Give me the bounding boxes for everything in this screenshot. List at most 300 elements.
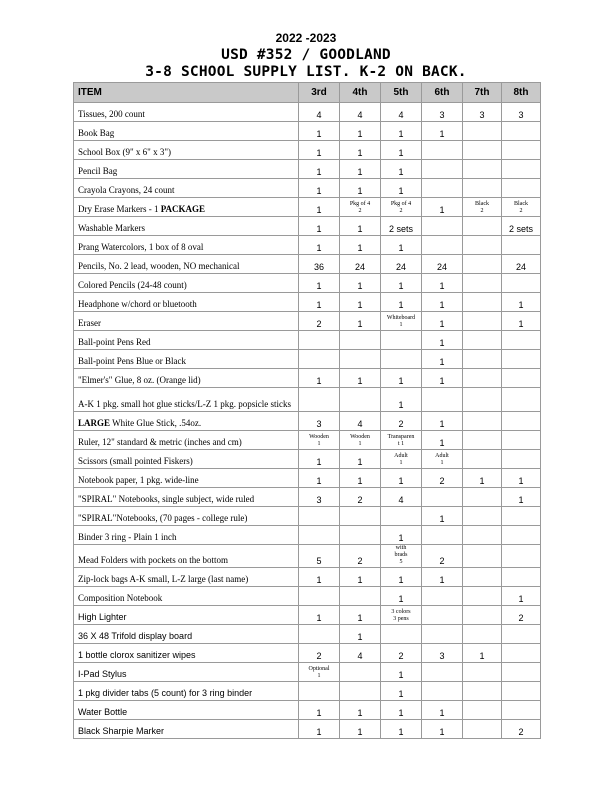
cell-3rd: 1	[299, 469, 340, 488]
table-row	[74, 160, 541, 179]
supply-table-body	[74, 103, 541, 739]
cell-7th	[463, 587, 502, 606]
cell-8th: 2	[502, 720, 541, 739]
cell-8th	[502, 644, 541, 663]
table-row	[74, 255, 541, 274]
cell-4th: 1	[340, 312, 381, 331]
cell-5th: 1	[381, 701, 422, 720]
cell-3rd: 1	[299, 450, 340, 469]
cell-7th	[463, 701, 502, 720]
cell-4th	[340, 587, 381, 606]
cell-note: Wooden	[350, 434, 370, 440]
cell-4th: 1	[340, 160, 381, 179]
cell-7th	[463, 141, 502, 160]
cell-8th	[502, 682, 541, 701]
item-name: A-K 1 pkg. small hot glue sticks/L-Z 1 pkg. popsicle sticks	[74, 388, 299, 412]
table-row	[74, 701, 541, 720]
cell-4th: 1	[340, 701, 381, 720]
cell-6th	[422, 526, 463, 545]
item-name	[74, 412, 299, 431]
item-name: Ball-point Pens Red	[74, 331, 299, 350]
cell-3rd	[299, 526, 340, 545]
cell-8th: 1	[502, 312, 541, 331]
cell-3rd: 1	[299, 274, 340, 293]
cell-5th	[381, 198, 422, 217]
item-name: Water Bottle	[74, 701, 299, 720]
item-name: 1 bottle clorox sanitizer wipes	[74, 644, 299, 663]
cell-3rd: 1	[299, 606, 340, 625]
cell-4th: 1	[340, 720, 381, 739]
cell-8th	[502, 431, 541, 450]
cell-3rd: 1	[299, 701, 340, 720]
item-name: Ruler, 12" standard & metric (inches and cm)	[74, 431, 299, 450]
cell-6th	[422, 141, 463, 160]
cell-4th	[340, 507, 381, 526]
column-header-8th: 8th	[502, 83, 541, 103]
cell-6th: 1	[422, 312, 463, 331]
cell-5th: 1	[381, 179, 422, 198]
cell-6th: 1	[422, 122, 463, 141]
cell-4th: 1	[340, 625, 381, 644]
cell-8th	[502, 198, 541, 217]
cell-7th	[463, 369, 502, 388]
cell-8th	[502, 507, 541, 526]
table-row	[74, 587, 541, 606]
item-name: Headphone w/chord or bluetooth	[74, 293, 299, 312]
cell-3rd: 1	[299, 369, 340, 388]
cell-7th	[463, 160, 502, 179]
cell-4th: 1	[340, 179, 381, 198]
cell-6th	[422, 488, 463, 507]
table-row	[74, 507, 541, 526]
cell-5th: 1	[381, 568, 422, 587]
cell-4th: 2	[340, 488, 381, 507]
cell-6th	[422, 663, 463, 682]
table-row	[74, 179, 541, 198]
cell-5th: 2 sets	[381, 217, 422, 236]
cell-6th	[422, 587, 463, 606]
item-name	[74, 198, 299, 217]
cell-4th	[340, 682, 381, 701]
cell-5th	[381, 350, 422, 369]
table-row	[74, 568, 541, 587]
cell-5th: 4	[381, 103, 422, 122]
cell-3rd: 1	[299, 160, 340, 179]
item-name: 1 pkg divider tabs (5 count) for 3 ring binder	[74, 682, 299, 701]
cell-note: Transparen	[387, 434, 415, 440]
item-name: Tissues, 200 count	[74, 103, 299, 122]
item-name: "Elmer's" Glue, 8 oz. (Orange lid)	[74, 369, 299, 388]
cell-8th	[502, 141, 541, 160]
column-header-3rd: 3rd	[299, 83, 340, 103]
cell-6th	[422, 625, 463, 644]
cell-8th	[502, 701, 541, 720]
item-name: Binder 3 ring - Plain 1 inch	[74, 526, 299, 545]
cell-3rd	[299, 507, 340, 526]
cell-note: Whiteboard	[386, 315, 416, 321]
item-name: Book Bag	[74, 122, 299, 141]
cell-5th	[381, 507, 422, 526]
cell-4th: 1	[340, 217, 381, 236]
cell-6th: 3	[422, 103, 463, 122]
cell-4th	[340, 526, 381, 545]
cell-8th: 3	[502, 103, 541, 122]
cell-6th: 1	[422, 274, 463, 293]
cell-5th: 1	[381, 682, 422, 701]
cell-3rd: 1	[299, 217, 340, 236]
cell-8th	[502, 122, 541, 141]
cell-5th: 1	[381, 369, 422, 388]
cell-6th	[422, 388, 463, 412]
cell-8th	[502, 179, 541, 198]
cell-5th	[381, 431, 422, 450]
table-row	[74, 141, 541, 160]
column-header-item: ITEM	[74, 83, 299, 103]
cell-8th	[502, 663, 541, 682]
table-row	[74, 236, 541, 255]
cell-6th: 1	[422, 369, 463, 388]
cell-7th	[463, 198, 502, 217]
cell-6th: 1	[422, 293, 463, 312]
cell-note: Black	[514, 201, 528, 207]
cell-note: 1	[317, 673, 321, 679]
cell-6th	[422, 160, 463, 179]
cell-7th	[463, 236, 502, 255]
cell-3rd: 2	[299, 312, 340, 331]
cell-note: 3 colors	[391, 609, 411, 615]
cell-8th	[502, 625, 541, 644]
cell-5th	[381, 545, 422, 568]
cell-4th: 1	[340, 141, 381, 160]
cell-5th: 1	[381, 274, 422, 293]
cell-5th: 1	[381, 663, 422, 682]
school-year: 2022 -2023	[275, 31, 337, 45]
cell-6th: 1	[422, 198, 463, 217]
item-name: Pencils, No. 2 lead, wooden, NO mechanical	[74, 255, 299, 274]
cell-5th	[381, 331, 422, 350]
item-name-emphasis: PACKAGE	[160, 204, 206, 214]
item-name-part: White Glue Stick, .54oz.	[110, 418, 202, 428]
cell-3rd: 1	[299, 293, 340, 312]
cell-4th: 1	[340, 369, 381, 388]
cell-5th: 1	[381, 236, 422, 255]
cell-7th: 1	[463, 644, 502, 663]
cell-8th	[502, 236, 541, 255]
cell-6th: 1	[422, 701, 463, 720]
cell-8th: 24	[502, 255, 541, 274]
table-row	[74, 663, 541, 682]
item-name-part: Dry Erase Markers - 1	[78, 204, 161, 214]
item-name: High Lighter	[74, 606, 299, 625]
cell-6th: 1	[422, 412, 463, 431]
cell-4th: 1	[340, 293, 381, 312]
cell-note: 2	[480, 208, 484, 214]
cell-6th: 1	[422, 431, 463, 450]
cell-7th	[463, 545, 502, 568]
cell-5th: 1	[381, 469, 422, 488]
cell-note: Pkg of 4	[349, 201, 371, 207]
cell-note: 2	[399, 208, 403, 214]
cell-note: 1	[317, 441, 321, 447]
table-row	[74, 122, 541, 141]
cell-6th	[422, 450, 463, 469]
item-name: Notebook paper, 1 pkg. wide-line	[74, 469, 299, 488]
table-row	[74, 488, 541, 507]
table-row	[74, 312, 541, 331]
cell-6th	[422, 179, 463, 198]
cell-note: 1	[399, 322, 403, 328]
cell-3rd: 1	[299, 236, 340, 255]
cell-6th: 1	[422, 720, 463, 739]
table-row	[74, 644, 541, 663]
cell-4th: 1	[340, 606, 381, 625]
cell-7th	[463, 122, 502, 141]
table-row	[74, 331, 541, 350]
cell-4th: 4	[340, 103, 381, 122]
cell-6th: 3	[422, 644, 463, 663]
cell-4th	[340, 388, 381, 412]
cell-8th	[502, 568, 541, 587]
cell-7th	[463, 431, 502, 450]
cell-note: 2	[358, 208, 362, 214]
cell-8th	[502, 160, 541, 179]
item-name: Zip-lock bags A-K small, L-Z large (last name)	[74, 568, 299, 587]
cell-7th	[463, 255, 502, 274]
cell-5th: 1	[381, 141, 422, 160]
item-name: 36 X 48 Trifold display board	[74, 625, 299, 644]
table-row	[74, 198, 541, 217]
table-row	[74, 625, 541, 644]
cell-5th	[381, 450, 422, 469]
item-name: Eraser	[74, 312, 299, 331]
cell-4th: 4	[340, 644, 381, 663]
cell-note: 5	[399, 559, 403, 565]
cell-8th: 2 sets	[502, 217, 541, 236]
cell-note: Pkg of 4	[390, 201, 412, 207]
cell-3rd: 1	[299, 141, 340, 160]
cell-5th: 24	[381, 255, 422, 274]
cell-4th	[340, 350, 381, 369]
cell-7th: 3	[463, 103, 502, 122]
item-name: Washable Markers	[74, 217, 299, 236]
column-header-4th: 4th	[340, 83, 381, 103]
item-name: Composition Notebook	[74, 587, 299, 606]
cell-8th	[502, 369, 541, 388]
column-header-7th: 7th	[463, 83, 502, 103]
cell-4th	[340, 431, 381, 450]
item-name: Mead Folders with pockets on the bottom	[74, 545, 299, 568]
cell-6th: 2	[422, 469, 463, 488]
table-row	[74, 431, 541, 450]
cell-4th: 1	[340, 236, 381, 255]
cell-4th: 1	[340, 469, 381, 488]
cell-5th: 2	[381, 412, 422, 431]
cell-3rd	[299, 431, 340, 450]
item-name: Prang Watercolors, 1 box of 8 oval	[74, 236, 299, 255]
cell-8th	[502, 331, 541, 350]
cell-6th: 1	[422, 507, 463, 526]
table-row	[74, 682, 541, 701]
cell-3rd	[299, 350, 340, 369]
cell-6th: 1	[422, 350, 463, 369]
cell-4th: 1	[340, 568, 381, 587]
cell-7th	[463, 312, 502, 331]
table-row	[74, 388, 541, 412]
cell-6th	[422, 236, 463, 255]
column-header-5th: 5th	[381, 83, 422, 103]
cell-8th	[502, 412, 541, 431]
cell-8th: 1	[502, 469, 541, 488]
cell-8th	[502, 388, 541, 412]
cell-7th	[463, 507, 502, 526]
cell-5th: 1	[381, 122, 422, 141]
cell-8th: 1	[502, 293, 541, 312]
cell-7th	[463, 682, 502, 701]
cell-7th	[463, 450, 502, 469]
item-name: Scissors (small pointed Fiskers)	[74, 450, 299, 469]
cell-note: with	[395, 545, 407, 551]
cell-8th	[502, 526, 541, 545]
cell-4th: 2	[340, 545, 381, 568]
list-title: 3-8 SCHOOL SUPPLY LIST. K-2 ON BACK.	[145, 64, 467, 80]
cell-3rd	[299, 625, 340, 644]
cell-note: Black	[475, 201, 489, 207]
cell-6th	[422, 606, 463, 625]
cell-6th: 24	[422, 255, 463, 274]
table-row	[74, 217, 541, 236]
item-name-emphasis: LARGE	[78, 418, 111, 428]
cell-3rd: 1	[299, 198, 340, 217]
cell-5th: 1	[381, 720, 422, 739]
table-row	[74, 606, 541, 625]
cell-note: t 1	[397, 441, 405, 447]
cell-3rd: 1	[299, 179, 340, 198]
cell-5th: 1	[381, 160, 422, 179]
cell-8th: 2	[502, 606, 541, 625]
item-name: Crayola Crayons, 24 count	[74, 179, 299, 198]
cell-8th	[502, 545, 541, 568]
cell-6th	[422, 217, 463, 236]
cell-8th: 1	[502, 488, 541, 507]
cell-4th: 1	[340, 274, 381, 293]
cell-6th: 1	[422, 568, 463, 587]
item-name: Colored Pencils (24-48 count)	[74, 274, 299, 293]
cell-7th	[463, 606, 502, 625]
cell-5th	[381, 606, 422, 625]
cell-note: Adult	[394, 453, 408, 459]
cell-7th	[463, 720, 502, 739]
cell-8th	[502, 450, 541, 469]
cell-3rd: 3	[299, 412, 340, 431]
cell-7th	[463, 293, 502, 312]
cell-7th	[463, 350, 502, 369]
table-row	[74, 526, 541, 545]
table-row	[74, 412, 541, 431]
cell-7th	[463, 388, 502, 412]
cell-note: Optional	[308, 666, 330, 672]
table-row	[74, 720, 541, 739]
cell-5th: 1	[381, 587, 422, 606]
item-name: Pencil Bag	[74, 160, 299, 179]
table-row	[74, 450, 541, 469]
cell-3rd: 36	[299, 255, 340, 274]
table-row	[74, 103, 541, 122]
cell-7th	[463, 179, 502, 198]
cell-note: 1	[399, 460, 403, 466]
item-name: School Box (9" x 6" x 3")	[74, 141, 299, 160]
table-row	[74, 293, 541, 312]
cell-note: 2	[519, 208, 523, 214]
cell-4th	[340, 331, 381, 350]
cell-note: Wooden	[309, 434, 329, 440]
cell-4th	[340, 663, 381, 682]
cell-3rd	[299, 663, 340, 682]
item-name: "SPIRAL" Notebooks, single subject, wide ruled	[74, 488, 299, 507]
table-row	[74, 545, 541, 568]
item-name: I-Pad Stylus	[74, 663, 299, 682]
column-header-6th: 6th	[422, 83, 463, 103]
cell-5th: 2	[381, 644, 422, 663]
cell-7th	[463, 274, 502, 293]
cell-8th	[502, 274, 541, 293]
cell-8th: 1	[502, 587, 541, 606]
cell-7th	[463, 331, 502, 350]
cell-7th	[463, 488, 502, 507]
cell-3rd: 1	[299, 568, 340, 587]
cell-4th: 4	[340, 412, 381, 431]
cell-note: Adult	[435, 453, 449, 459]
table-row	[74, 350, 541, 369]
item-name: Ball-point Pens Blue or Black	[74, 350, 299, 369]
cell-7th	[463, 663, 502, 682]
table-row	[74, 369, 541, 388]
cell-3rd	[299, 331, 340, 350]
cell-7th	[463, 217, 502, 236]
cell-note: brads	[394, 552, 408, 558]
table-row	[74, 469, 541, 488]
cell-4th: 24	[340, 255, 381, 274]
table-header-row	[74, 83, 541, 103]
cell-7th	[463, 412, 502, 431]
supply-table	[73, 82, 541, 739]
cell-6th: 2	[422, 545, 463, 568]
cell-3rd: 2	[299, 644, 340, 663]
cell-6th	[422, 682, 463, 701]
cell-7th	[463, 625, 502, 644]
cell-5th: 1	[381, 293, 422, 312]
cell-3rd: 1	[299, 122, 340, 141]
cell-4th	[340, 198, 381, 217]
cell-7th: 1	[463, 469, 502, 488]
item-name: Black Sharpie Marker	[74, 720, 299, 739]
cell-6th: 1	[422, 331, 463, 350]
cell-note: 1	[440, 460, 444, 466]
table-row	[74, 274, 541, 293]
cell-7th	[463, 526, 502, 545]
cell-3rd: 3	[299, 488, 340, 507]
cell-5th: 4	[381, 488, 422, 507]
cell-3rd	[299, 682, 340, 701]
cell-5th: 1	[381, 388, 422, 412]
cell-note: 1	[358, 441, 362, 447]
cell-5th	[381, 312, 422, 331]
cell-3rd: 5	[299, 545, 340, 568]
cell-5th	[381, 625, 422, 644]
cell-3rd	[299, 388, 340, 412]
item-name: "SPIRAL"Notebooks, (70 pages - college rule)	[74, 507, 299, 526]
cell-4th: 1	[340, 450, 381, 469]
cell-3rd: 4	[299, 103, 340, 122]
